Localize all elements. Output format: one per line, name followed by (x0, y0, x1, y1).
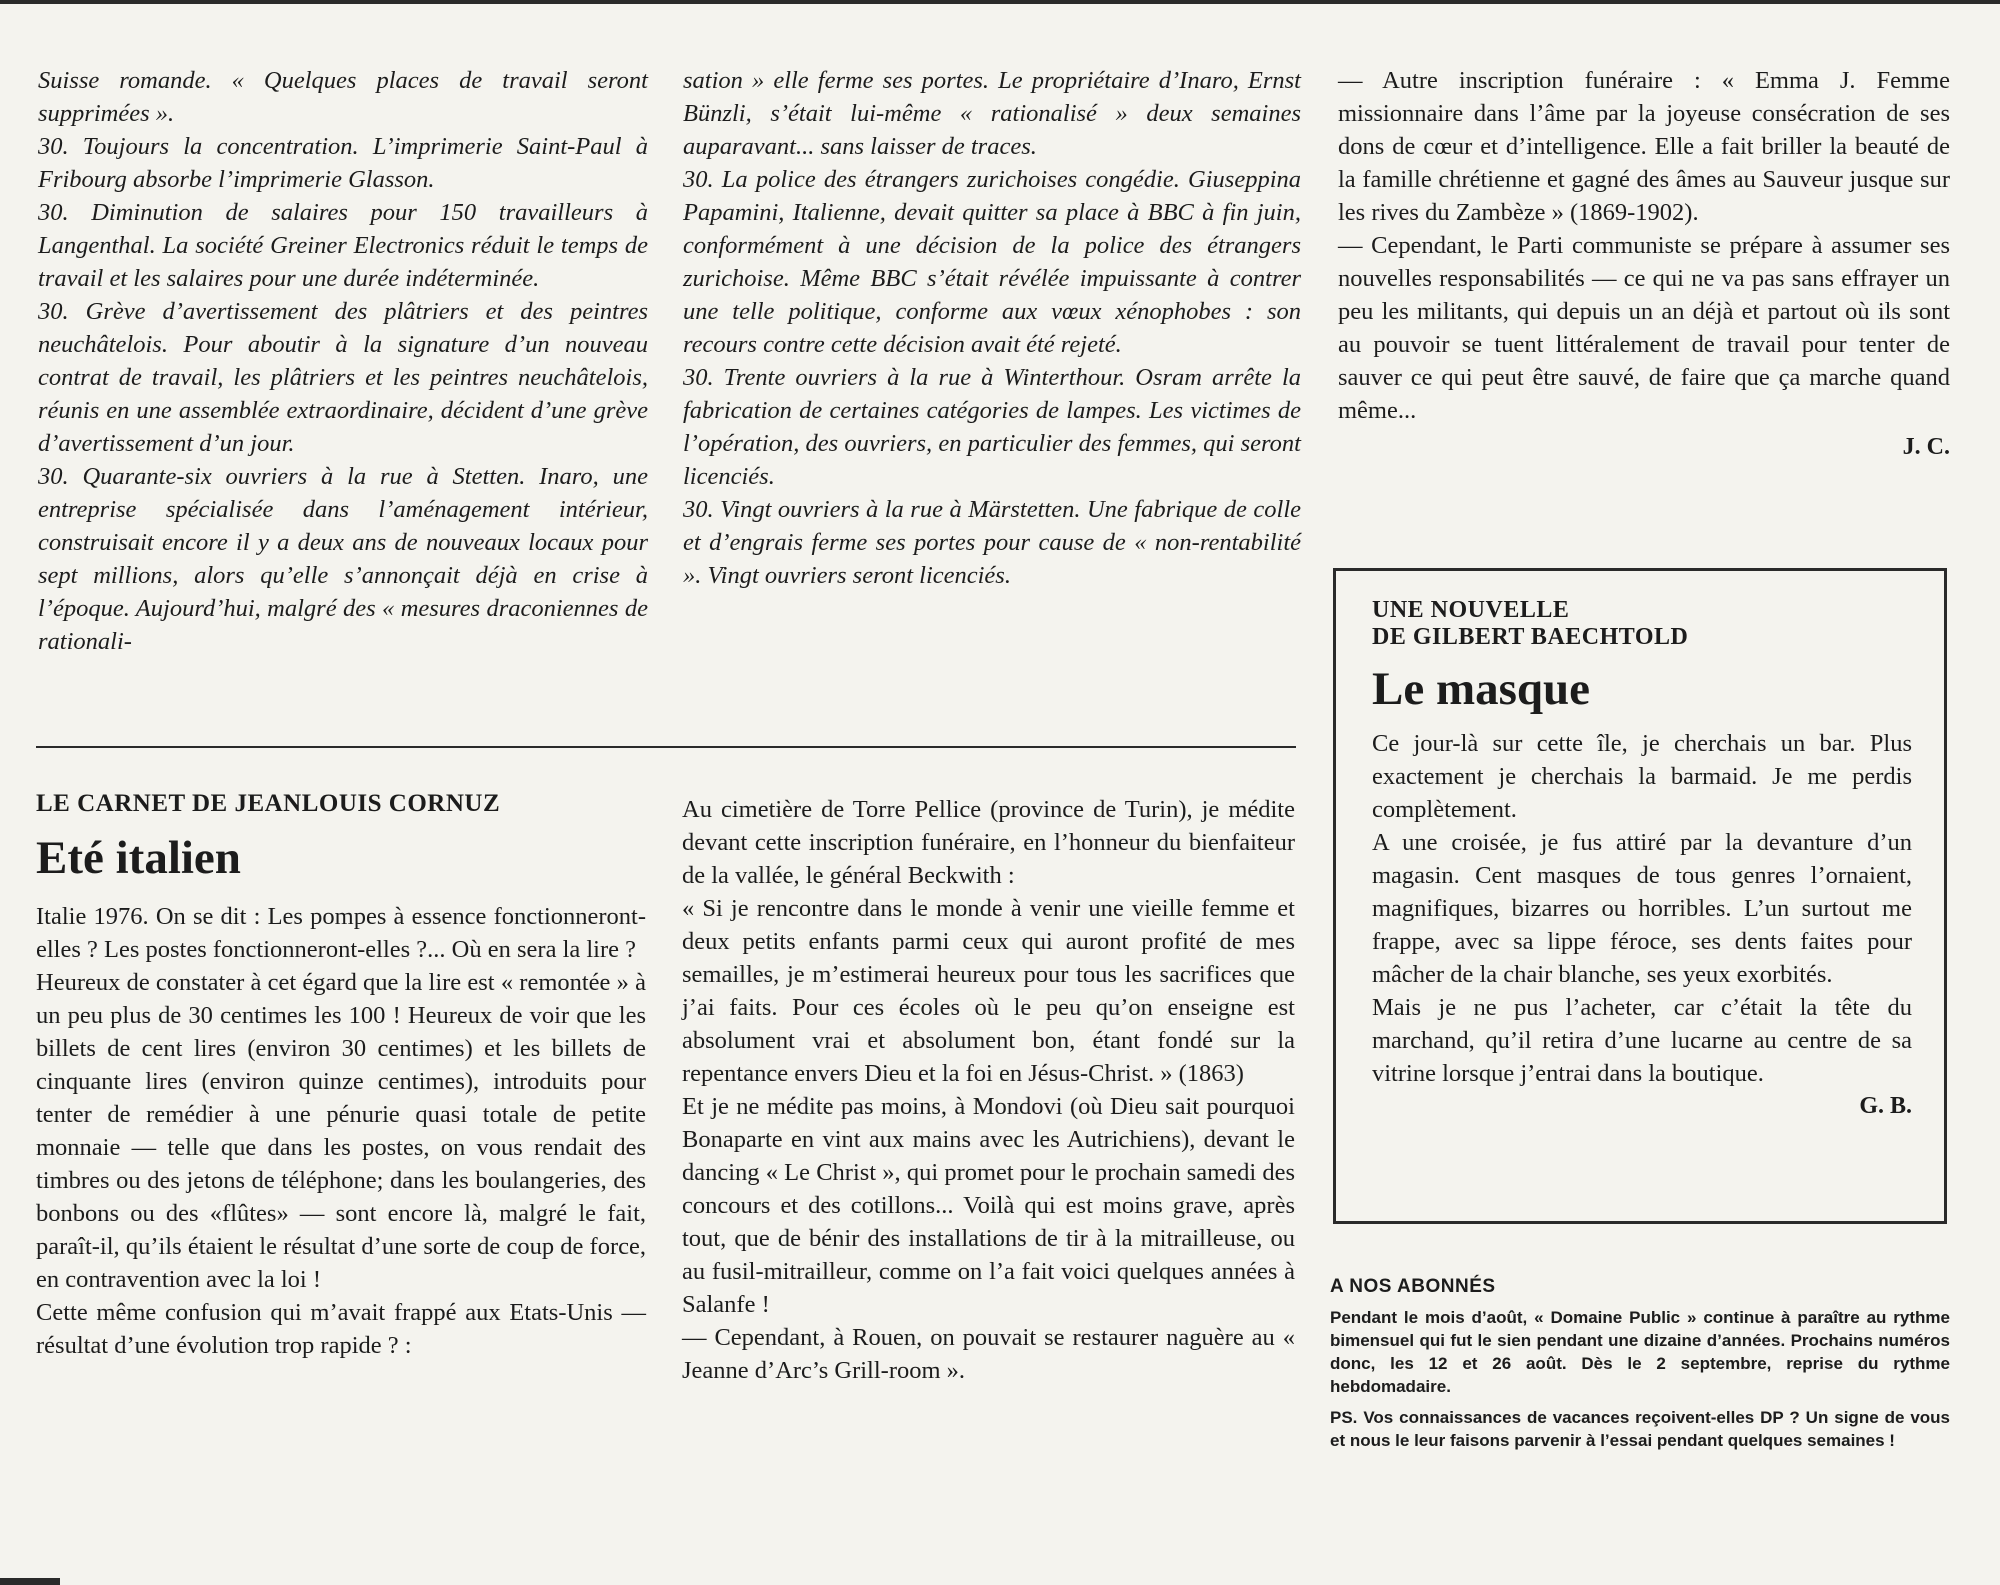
section-divider (36, 746, 1296, 748)
masque-title: Le masque (1372, 663, 1591, 715)
news-column-2 (683, 64, 1301, 592)
news-item: 30. Trente ouvriers à la rue à Winterthour. Osram arrête la fabrication de certaines catégories de lampes. Les victimes de l’opération, des ouvriers, en particulier des femmes, qui seront licenciés. (683, 364, 1301, 490)
signature: G. B. (1859, 1093, 1912, 1119)
abonnes-title: A NOS ABONNÉS (1330, 1276, 1496, 1297)
carnet-kicker: LE CARNET DE JEANLOUIS CORNUZ (36, 790, 501, 817)
masque-kicker-line1: UNE NOUVELLE (1372, 597, 1570, 623)
news-item: 30. Grève d’avertissement des plâtriers et des peintres neuchâtelois. Pour aboutir à la signature d’un nouveau contrat de travail, les plâtriers et les peintres neuchâtelois, réunis en une assemblée extraordinaire, décident d’une grève d’avertissement d’un jour. (38, 298, 648, 457)
paragraph: — Autre inscription funéraire : « Emma J. Femme missionnaire dans l’âme par la joyeuse consécration de ses dons de cœur et d’intelligence. Elle a fait briller la beauté de la famille chrétienne et gagné des âmes au Sauveur jusque sur les rives du Zambèze » (1869-1902). (1338, 67, 1950, 226)
paragraph: Cette même confusion qui m’avait frappé aux Etats-Unis — résultat d’une évolution trop rapide ? : (36, 1299, 646, 1359)
news-item: 30. Vingt ouvriers à la rue à Märstetten. Une fabrique de colle et d’engrais ferme ses portes pour cause de « non-rentabilité ». Vingt ouvriers seront licenciés. (683, 496, 1301, 589)
paragraph: Italie 1976. On se dit : Les pompes à essence fonctionneront-elles ? Les postes fonctionneront-elles ?... Où en sera la lire ? (36, 903, 646, 963)
paragraph: « Si je rencontre dans le monde à venir une vieille femme et deux petits enfants parmi ceux qui auront profité de mes semailles, je m’estimerai heureux pour tous les sacrifices que j’ai faits. Pour ces écoles où le peu qu’on enseigne est absolument vrai et absolument bon, étant fondé sur la repentance envers Dieu et la foi en Jésus-Christ. » (1863) (682, 895, 1295, 1087)
abonnes-notice (1330, 1276, 1950, 1460)
masque-kicker-line2: DE GILBERT BAECHTOLD (1372, 624, 1689, 650)
masque-box (1333, 568, 1947, 1224)
news-item: 30. La police des étrangers zurichoises congédie. Giuseppina Papamini, Italienne, devait quitter sa place à BBC à fin juin, conformément à une décision de la police des étrangers zurichoise. Même BBC s’était révélée impuissante à contrer une telle politique, conforme aux vœux xénophobes : son recours contre cette décision avait été rejeté. (683, 166, 1301, 358)
bottom-rule (0, 1578, 60, 1585)
carnet-column-2 (682, 793, 1295, 1387)
paragraph: Et je ne médite pas moins, à Mondovi (où Dieu sait pourquoi Bonaparte en vint aux mains avec les Autrichiens), devant le dancing « Le Christ », qui promet pour le prochain samedi des concours et des cotillons... Voilà qui est moins grave, après tout, que de bénir des installations de tir à la mitrailleuse, ou au fusil-mitrailleur, comme on l’a fait voici quelques années à Salanfe ! (682, 1093, 1295, 1318)
paragraph: Ce jour-là sur cette île, je cherchais un bar. Plus exactement je cherchais la barmaid. Je me perdis complètement. (1372, 730, 1912, 823)
news-item: Suisse romande. « Quelques places de travail seront supprimées ». (38, 67, 648, 127)
paragraph: — Cependant, le Parti communiste se prépare à assumer ses nouvelles responsabilités — ce qui ne va pas sans effrayer un peu les militants, qui depuis un an déjà et partout où ils sont au pouvoir se tuent littéralement de travail pour tenter de sauver ce qui peut être sauvé, de faire que ça marche quand même... (1338, 232, 1950, 424)
paragraph: A une croisée, je fus attiré par la devanture d’un magasin. Cent masques de tous genres l’ornaient, magnifiques, bizarres ou horribles. L’un surtout me frappe, avec sa lippe féroce, ses dents faites pour mâcher de la chair blanche, ses yeux exorbités. (1372, 829, 1912, 988)
news-item: 30. Diminution de salaires pour 150 travailleurs à Langenthal. La société Greiner Electronics réduit le temps de travail et les salaires pour une durée indéterminée. (38, 199, 648, 292)
news-item: 30. Toujours la concentration. L’imprimerie Saint-Paul à Fribourg absorbe l’imprimerie Glasson. (38, 133, 648, 193)
carnet-title: Eté italien (36, 832, 241, 884)
news-item: sation » elle ferme ses portes. Le propriétaire d’Inaro, Ernst Bünzli, s’était lui-même « rationalisé » deux semaines auparavant... sans laisser de traces. (683, 67, 1301, 160)
news-column-1 (38, 64, 648, 658)
paragraph: Au cimetière de Torre Pellice (province de Turin), je médite devant cette inscription funéraire, en l’honneur du bienfaiteur de la vallée, le général Beckwith : (682, 796, 1295, 889)
paragraph: Heureux de constater à cet égard que la lire est « remontée » à un peu plus de 30 centimes les 100 ! Heureux de voir que les billets de cent lires (environ 30 centimes) et les billets de cinquante lires (environ quinze centimes), introduits pour tenter de remédier à une pénurie quasi totale de petite monnaie — telle que dans les postes, on vous rendait des timbres ou des jetons de téléphone; dans les boulangeries, des bonbons ou des «flûtes» — sont encore là, malgré le fait, paraît-il, qu’ils étaient le résultat d’une sorte de coup de force, en contravention avec la loi ! (36, 969, 646, 1293)
signature: J. C. (1902, 434, 1950, 460)
paragraph: Mais je ne pus l’acheter, car c’était la tête du marchand, qu’il retira d’une lucarne au centre de sa vitrine lorsque j’entrai dans la boutique. (1372, 994, 1912, 1087)
carnet-continuation (1338, 64, 1950, 464)
carnet-column-1 (36, 790, 646, 1362)
paragraph: — Cependant, à Rouen, on pouvait se restaurer naguère au « Jeanne d’Arc’s Grill-room ». (682, 1324, 1295, 1384)
top-rule (0, 0, 2000, 4)
abonnes-ps: PS. Vos connaissances de vacances reçoivent-elles DP ? Un signe de vous et nous le leur faisons parvenir à l’essai pendant quelques semaines ! (1330, 1408, 1950, 1450)
news-item: 30. Quarante-six ouvriers à la rue à Stetten. Inaro, une entreprise spécialisée dans l’aménagement intérieur, construisait encore il y a deux ans de nouveaux locaux pour sept millions, alors qu’elle s’annonçait déjà en crise à l’époque. Aujourd’hui, malgré des « mesures draconiennes de rationali- (38, 463, 648, 655)
abonnes-body: Pendant le mois d’août, « Domaine Public » continue à paraître au rythme bimensuel qui fut le sien pendant une dizaine d’années. Prochains numéros donc, les 12 et 26 août. Dès le 2 septembre, reprise du rythme hebdomadaire. (1330, 1308, 1950, 1396)
